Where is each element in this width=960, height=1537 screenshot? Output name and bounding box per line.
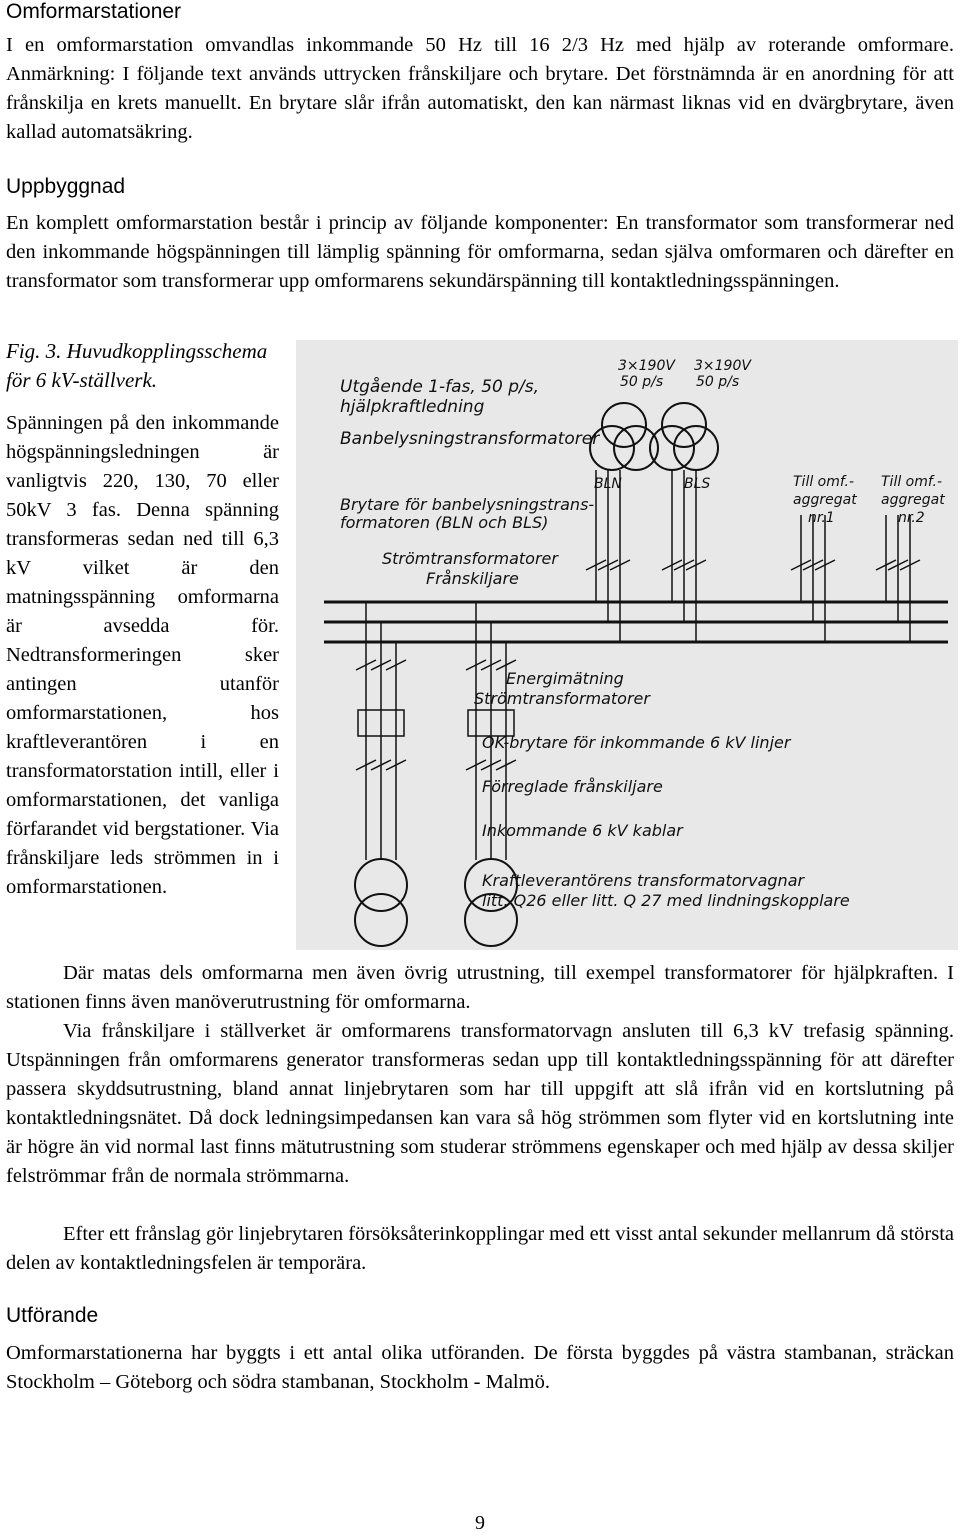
label-unit-2-c: nr.2 — [898, 510, 925, 526]
label-bls: BLS — [684, 476, 711, 492]
paragraph-reclosing: Efter ett frånslag gör linjebrytaren försöksåterinkopplingar med ett visst antal sekunder mellanrum då största delen av kontaktledningsfelen är temporära. — [6, 1223, 954, 1274]
label-unit-1-b: aggregat — [793, 492, 857, 508]
side-text: Spänningen på den inkommande högspänningsledningen är vanligtvis 220, 130, 70 eller 50kV 3 fas. Denna spänning transformeras sedan ned till 6,3 kV vilket är den matningsspänning omformarna är avsedda för. Nedtransformeringen sker antingen utanför omformarstationen, hos kraftleverantören i en transformatorstation intill, eller i omformarstationen, det vanliga förfarandet vid bergstationer. Via frånskiljare leds strömmen in i omformarstationen. — [6, 412, 279, 898]
label-unit-2-a: Till omf.- — [881, 474, 943, 490]
label-lighting-transformers: Banbelysningstransformatorer — [340, 429, 600, 449]
paragraph-feeding: Där matas dels omformarna men även övrig utrustning, till exempel transformatorer för hjälpkraften. I stationen finns även manöverutrustning för omformarna. — [6, 962, 954, 1013]
figure-labels — [340, 358, 945, 910]
label-supplier-transformer-2: litt. Q26 eller litt. Q 27 med lindningskopplare — [482, 891, 850, 910]
label-supplier-transformer-1: Kraftleverantörens transformatorvagnar — [482, 871, 805, 890]
heading-uppbyggnad: Uppbyggnad — [6, 175, 126, 198]
label-outgoing-2: hjälpkraftledning — [340, 397, 485, 417]
label-bln: BLN — [594, 476, 622, 492]
label-ok-breakers: OK-brytare för inkommande 6 kV linjer — [482, 733, 791, 752]
page-number: 9 — [475, 1512, 485, 1534]
label-disconnectors: Frånskiljare — [426, 569, 519, 588]
paragraph-switchgear: Via frånskiljare i ställverket är omformarens transformatorvagn ansluten till 6,3 kV trefasig spänning. Utspänningen från omformarens generator transformeras sedan upp till kontaktledningsspänning för att därefter passera skyddsutrustning, bland annat linjebrytaren som har till uppgift att slå ifrån vid en kortslutning på kontaktledningsnätet. Då dock ledningsimpedansen kan vara så hög strömmen som flyter vid en kortslutning inte är högre än vid normal last finns mätutrustning som studerar strömmens egenskaper och med hjälp av dessa skiljer felströmmar från de normala strömmarna. — [6, 1020, 954, 1187]
label-energy-metering: Energimätning — [506, 669, 624, 688]
label-metering-current-transformers: Strömtransformatorer — [474, 689, 650, 708]
label-current-transformers: Strömtransformatorer — [382, 549, 558, 568]
paragraph-utforande: Omformarstationerna har byggts i ett antal olika utföranden. De första byggdes på västra stambanan, sträckan Stockholm – Göteborg och södra stambanan, Stockholm - Malmö. — [6, 1342, 954, 1393]
label-rating-2: 3×190V — [694, 358, 751, 374]
label-interlocked-disconnectors: Förreglade frånskiljare — [482, 777, 663, 796]
paragraph-components: En komplett omformarstation består i princip av följande komponenter: En transformator som transformerar ned den inkommande högspänningen till lämplig spänning för omformarna, sedan själva omformaren och därefter en transformator som transformerar upp omformarens sekundärspänning till kontaktledningsspänningen. — [6, 212, 954, 292]
heading-omformarstationer: Omformarstationer — [6, 0, 182, 23]
label-rating-1: 3×190V — [618, 358, 675, 374]
label-unit-1-c: nr.1 — [808, 510, 835, 526]
paragraph-intro: I en omformarstation omvandlas inkommande 50 Hz till 16 2/3 Hz med hjälp av roterande omformare. Anmärkning: I följande text används uttrycken frånskiljare och brytare. Det förstnämnda är en anordning för att frånskilja en krets manuellt. En brytare slår ifrån automatiskt, den kan närmast liknas vid en dvärgbrytare, även kallad automatsäkring. — [6, 34, 954, 143]
busbars — [324, 602, 948, 642]
heading-utforande: Utförande — [6, 1304, 99, 1327]
label-incoming-cables: Inkommande 6 kV kablar — [482, 821, 683, 840]
label-freq-1: 50 p/s — [620, 374, 664, 390]
figure-schematic — [296, 340, 958, 950]
figure-caption: Fig. 3. Huvudkopplingsschema för 6 kV-ställverk. — [6, 339, 268, 392]
label-freq-2: 50 p/s — [696, 374, 740, 390]
label-breaker-lighting-2: formatoren (BLN och BLS) — [340, 513, 549, 532]
label-outgoing-1: Utgående 1-fas, 50 p/s, — [340, 377, 540, 397]
label-unit-1-a: Till omf.- — [793, 474, 855, 490]
label-breaker-lighting-1: Brytare för banbelysningstrans- — [340, 495, 595, 514]
label-unit-2-b: aggregat — [881, 492, 945, 508]
